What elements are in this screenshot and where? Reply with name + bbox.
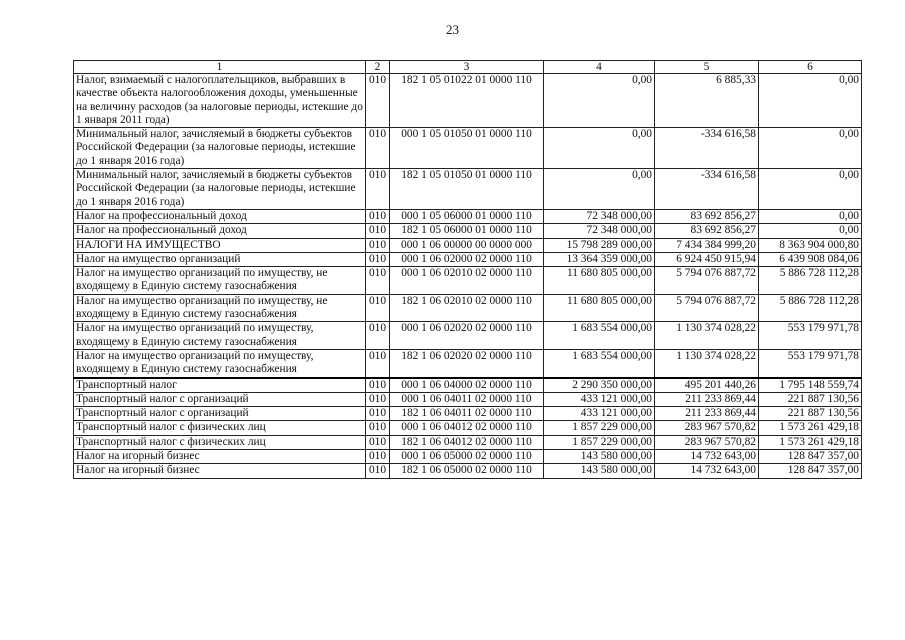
row-plan-cell: 433 121 000,00 <box>544 407 655 421</box>
table-body <box>74 74 862 479</box>
row-fact-cell: 283 967 570,82 <box>655 435 759 449</box>
row-name-cell: Налог на имущество организаций <box>74 252 366 266</box>
row-name-cell: Транспортный налог <box>74 378 366 393</box>
row-plan-cell: 2 290 350 000,00 <box>544 378 655 393</box>
row-code-cell: 010 <box>366 224 390 238</box>
row-fact-cell: 6 885,33 <box>655 74 759 128</box>
row-code-cell: 010 <box>366 421 390 435</box>
row-fact-cell: -334 616,58 <box>655 169 759 210</box>
row-kbk-cell: 000 1 06 04011 02 0000 110 <box>390 392 544 406</box>
row-plan-cell: 11 680 805 000,00 <box>544 294 655 322</box>
row-remaining-cell: 5 886 728 112,28 <box>759 294 862 322</box>
row-code-cell: 010 <box>366 252 390 266</box>
row-code-cell: 010 <box>366 464 390 478</box>
row-name-cell: Налог на профессиональный доход <box>74 209 366 223</box>
row-name-cell: Налог на имущество организаций по имуществу, не входящему в Единую систему газоснабжения <box>74 294 366 322</box>
row-remaining-cell: 6 439 908 084,06 <box>759 252 862 266</box>
row-fact-cell: 1 130 374 028,22 <box>655 349 759 377</box>
row-plan-cell: 1 857 229 000,00 <box>544 435 655 449</box>
row-remaining-cell: 221 887 130,56 <box>759 407 862 421</box>
row-remaining-cell: 0,00 <box>759 74 862 128</box>
table-row <box>74 267 862 295</box>
row-remaining-cell: 1 573 261 429,18 <box>759 421 862 435</box>
column-header: 6 <box>759 61 862 74</box>
row-code-cell: 010 <box>366 450 390 464</box>
row-name-cell: Налог на профессиональный доход <box>74 224 366 238</box>
row-remaining-cell: 128 847 357,00 <box>759 450 862 464</box>
budget-table <box>73 60 862 479</box>
row-name-cell: Транспортный налог с организаций <box>74 407 366 421</box>
row-kbk-cell: 182 1 05 06000 01 0000 110 <box>390 224 544 238</box>
table-row <box>74 169 862 210</box>
row-plan-cell: 143 580 000,00 <box>544 450 655 464</box>
table-row <box>74 128 862 169</box>
row-remaining-cell: 0,00 <box>759 128 862 169</box>
row-plan-cell: 1 683 554 000,00 <box>544 349 655 377</box>
table-row <box>74 464 862 478</box>
row-kbk-cell: 000 1 05 06000 01 0000 110 <box>390 209 544 223</box>
row-kbk-cell: 182 1 05 01050 01 0000 110 <box>390 169 544 210</box>
row-kbk-cell: 000 1 06 00000 00 0000 000 <box>390 238 544 252</box>
row-name-cell: Минимальный налог, зачисляемый в бюджеты субъектов Российской Федерации (за налоговые периоды, истекшие до 1 января 2016 года) <box>74 169 366 210</box>
row-fact-cell: 14 732 643,00 <box>655 464 759 478</box>
row-fact-cell: 14 732 643,00 <box>655 450 759 464</box>
table-row <box>74 435 862 449</box>
table-row <box>74 224 862 238</box>
row-remaining-cell: 0,00 <box>759 224 862 238</box>
row-kbk-cell: 000 1 06 04000 02 0000 110 <box>390 378 544 393</box>
table-row <box>74 322 862 350</box>
column-header: 5 <box>655 61 759 74</box>
row-remaining-cell: 0,00 <box>759 169 862 210</box>
row-fact-cell: 211 233 869,44 <box>655 407 759 421</box>
row-kbk-cell: 182 1 06 04011 02 0000 110 <box>390 407 544 421</box>
row-kbk-cell: 182 1 05 01022 01 0000 110 <box>390 74 544 128</box>
row-plan-cell: 15 798 289 000,00 <box>544 238 655 252</box>
row-kbk-cell: 000 1 06 02010 02 0000 110 <box>390 267 544 295</box>
row-fact-cell: 83 692 856,27 <box>655 224 759 238</box>
column-header: 4 <box>544 61 655 74</box>
row-fact-cell: 6 924 450 915,94 <box>655 252 759 266</box>
row-kbk-cell: 000 1 06 02000 02 0000 110 <box>390 252 544 266</box>
table-row <box>74 450 862 464</box>
row-remaining-cell: 1 795 148 559,74 <box>759 378 862 393</box>
row-code-cell: 010 <box>366 294 390 322</box>
header-row <box>74 61 862 74</box>
row-name-cell: НАЛОГИ НА ИМУЩЕСТВО <box>74 238 366 252</box>
row-code-cell: 010 <box>366 407 390 421</box>
row-name-cell: Минимальный налог, зачисляемый в бюджеты субъектов Российской Федерации (за налоговые периоды, истекшие до 1 января 2016 года) <box>74 128 366 169</box>
row-plan-cell: 0,00 <box>544 128 655 169</box>
row-name-cell: Транспортный налог с организаций <box>74 392 366 406</box>
row-fact-cell: 283 967 570,82 <box>655 421 759 435</box>
row-code-cell: 010 <box>366 238 390 252</box>
row-remaining-cell: 1 573 261 429,18 <box>759 435 862 449</box>
row-name-cell: Транспортный налог с физических лиц <box>74 435 366 449</box>
row-remaining-cell: 0,00 <box>759 209 862 223</box>
row-plan-cell: 72 348 000,00 <box>544 209 655 223</box>
table-row <box>74 74 862 128</box>
row-code-cell: 010 <box>366 378 390 393</box>
row-code-cell: 010 <box>366 392 390 406</box>
row-name-cell: Налог, взимаемый с налогоплательщиков, выбравших в качестве объекта налогообложения доходы, уменьшенные на величину расходов (за налоговые периоды, истекшие до 1 января 2011 года) <box>74 74 366 128</box>
row-name-cell: Налог на игорный бизнес <box>74 464 366 478</box>
row-name-cell: Налог на имущество организаций по имуществу, входящему в Единую систему газоснабжения <box>74 322 366 350</box>
row-name-cell: Транспортный налог с физических лиц <box>74 421 366 435</box>
row-fact-cell: 495 201 440,26 <box>655 378 759 393</box>
row-plan-cell: 1 683 554 000,00 <box>544 322 655 350</box>
row-plan-cell: 72 348 000,00 <box>544 224 655 238</box>
row-kbk-cell: 182 1 06 04012 02 0000 110 <box>390 435 544 449</box>
column-header: 2 <box>366 61 390 74</box>
row-code-cell: 010 <box>366 349 390 377</box>
row-kbk-cell: 182 1 06 05000 02 0000 110 <box>390 464 544 478</box>
table-row <box>74 407 862 421</box>
row-name-cell: Налог на игорный бизнес <box>74 450 366 464</box>
row-code-cell: 010 <box>366 128 390 169</box>
row-fact-cell: 211 233 869,44 <box>655 392 759 406</box>
row-remaining-cell: 5 886 728 112,28 <box>759 267 862 295</box>
row-fact-cell: 5 794 076 887,72 <box>655 267 759 295</box>
row-kbk-cell: 000 1 06 04012 02 0000 110 <box>390 421 544 435</box>
row-remaining-cell: 553 179 971,78 <box>759 349 862 377</box>
row-plan-cell: 0,00 <box>544 169 655 210</box>
row-code-cell: 010 <box>366 267 390 295</box>
table-row <box>74 209 862 223</box>
row-remaining-cell: 553 179 971,78 <box>759 322 862 350</box>
page-number: 23 <box>446 22 459 37</box>
row-name-cell: Налог на имущество организаций по имуществу, не входящему в Единую систему газоснабжения <box>74 267 366 295</box>
row-kbk-cell: 182 1 06 02020 02 0000 110 <box>390 349 544 377</box>
row-code-cell: 010 <box>366 322 390 350</box>
row-code-cell: 010 <box>366 74 390 128</box>
row-plan-cell: 143 580 000,00 <box>544 464 655 478</box>
table-row <box>74 252 862 266</box>
row-plan-cell: 433 121 000,00 <box>544 392 655 406</box>
row-fact-cell: 83 692 856,27 <box>655 209 759 223</box>
row-plan-cell: 1 857 229 000,00 <box>544 421 655 435</box>
column-header: 1 <box>74 61 366 74</box>
row-plan-cell: 0,00 <box>544 74 655 128</box>
row-remaining-cell: 128 847 357,00 <box>759 464 862 478</box>
row-kbk-cell: 000 1 05 01050 01 0000 110 <box>390 128 544 169</box>
row-fact-cell: 5 794 076 887,72 <box>655 294 759 322</box>
row-kbk-cell: 182 1 06 02010 02 0000 110 <box>390 294 544 322</box>
row-kbk-cell: 000 1 06 02020 02 0000 110 <box>390 322 544 350</box>
table-row <box>74 238 862 252</box>
row-code-cell: 010 <box>366 169 390 210</box>
table-row <box>74 421 862 435</box>
row-plan-cell: 13 364 359 000,00 <box>544 252 655 266</box>
row-kbk-cell: 000 1 06 05000 02 0000 110 <box>390 450 544 464</box>
table-row <box>74 392 862 406</box>
row-code-cell: 010 <box>366 209 390 223</box>
row-code-cell: 010 <box>366 435 390 449</box>
row-name-cell: Налог на имущество организаций по имуществу, входящему в Единую систему газоснабжения <box>74 349 366 377</box>
row-plan-cell: 11 680 805 000,00 <box>544 267 655 295</box>
row-remaining-cell: 221 887 130,56 <box>759 392 862 406</box>
table-row <box>74 378 862 393</box>
row-fact-cell: 1 130 374 028,22 <box>655 322 759 350</box>
row-fact-cell: -334 616,58 <box>655 128 759 169</box>
row-remaining-cell: 8 363 904 000,80 <box>759 238 862 252</box>
table-row <box>74 349 862 377</box>
column-header: 3 <box>390 61 544 74</box>
table-row <box>74 294 862 322</box>
row-fact-cell: 7 434 384 999,20 <box>655 238 759 252</box>
